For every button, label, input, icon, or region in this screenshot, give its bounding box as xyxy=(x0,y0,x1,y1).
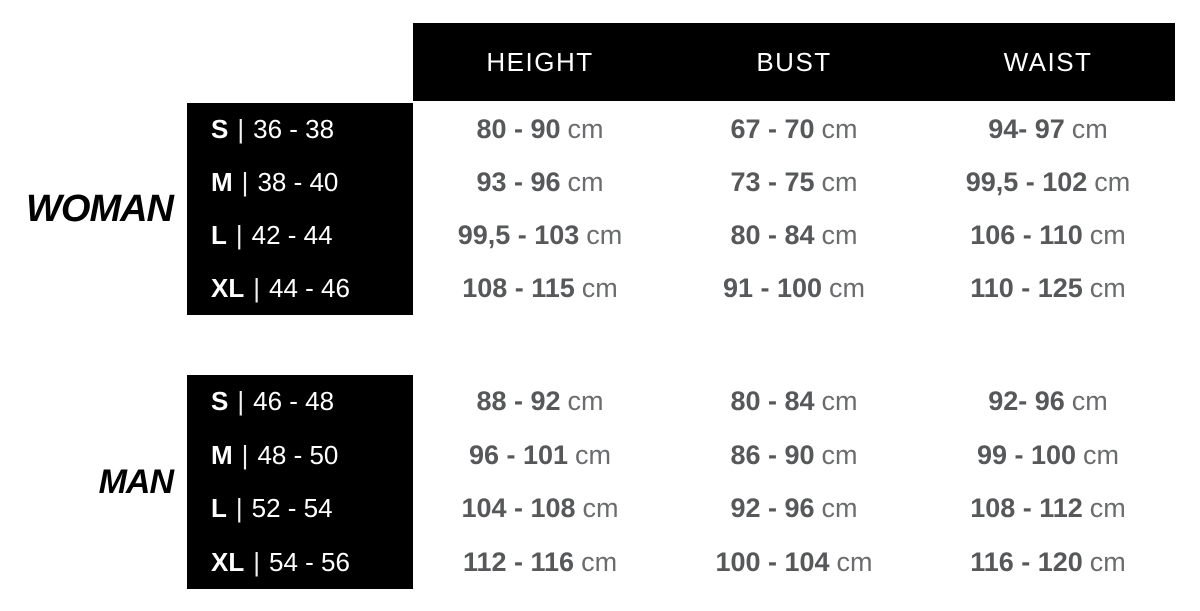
woman-m-height xyxy=(413,156,667,209)
eu-size-range: 46 - 48 xyxy=(253,386,335,417)
size-separator: | xyxy=(241,167,249,197)
unit-label: cm xyxy=(1094,167,1131,197)
unit-label: cm xyxy=(1083,439,1120,470)
size-separator: | xyxy=(237,114,245,144)
man-l-height xyxy=(413,482,667,536)
man-size-l xyxy=(187,482,413,536)
woman-xl-bust xyxy=(667,262,921,315)
woman-s-bust xyxy=(667,103,921,156)
woman-size-s xyxy=(187,103,413,156)
unit-label: cm xyxy=(575,439,612,470)
woman-m-waist xyxy=(921,156,1175,209)
woman-l-waist xyxy=(921,209,1175,262)
value-range: 94- 97 xyxy=(988,114,1065,144)
unit-label: cm xyxy=(821,493,858,524)
man-xl-waist xyxy=(921,536,1175,590)
unit-label: cm xyxy=(1089,546,1126,577)
man-m-height xyxy=(413,429,667,483)
size-separator: | xyxy=(241,439,249,470)
woman-xl-height xyxy=(413,262,667,315)
unit-label: cm xyxy=(567,386,604,417)
unit-label: cm xyxy=(821,220,858,250)
woman-s-height xyxy=(413,103,667,156)
value-range: 96 - 101 xyxy=(468,439,569,470)
unit-label: cm xyxy=(1089,220,1126,250)
size-letter: XL xyxy=(211,546,245,577)
unit-label: cm xyxy=(581,546,618,577)
size-letter: S xyxy=(211,386,229,417)
value-range: 106 - 110 xyxy=(970,220,1083,250)
woman-section xyxy=(0,103,1175,315)
woman-l-height xyxy=(413,209,667,262)
unit-label: cm xyxy=(581,273,618,303)
woman-m-bust xyxy=(667,156,921,209)
value-range: 99,5 - 102 xyxy=(965,167,1088,197)
man-xl-height xyxy=(413,536,667,590)
woman-l-bust xyxy=(667,209,921,262)
eu-size-range: 48 - 50 xyxy=(257,439,339,470)
woman-s-waist xyxy=(921,103,1175,156)
eu-size-range: 42 - 44 xyxy=(251,220,333,250)
man-xl-bust xyxy=(667,536,921,590)
value-range: 108 - 112 xyxy=(970,493,1083,524)
size-separator: | xyxy=(235,220,243,250)
man-size-m xyxy=(187,429,413,483)
unit-label: cm xyxy=(586,220,623,250)
size-separator: | xyxy=(253,273,260,303)
column-header-bar xyxy=(413,23,1175,101)
size-separator: | xyxy=(253,546,260,577)
column-header-height: HEIGHT xyxy=(486,46,594,77)
unit-label: cm xyxy=(821,167,858,197)
column-header-waist: WAIST xyxy=(1003,46,1093,77)
value-range: 104 - 108 xyxy=(461,493,576,524)
value-range: 116 - 120 xyxy=(970,546,1083,577)
value-range: 88 - 92 xyxy=(476,386,561,417)
man-m-waist xyxy=(921,429,1175,483)
unit-label: cm xyxy=(567,167,604,197)
size-separator: | xyxy=(235,493,243,524)
size-letter: L xyxy=(211,220,227,250)
man-s-height xyxy=(413,375,667,429)
unit-label: cm xyxy=(821,439,858,470)
size-letter: M xyxy=(211,439,233,470)
unit-label: cm xyxy=(1071,114,1108,144)
value-range: 73 - 75 xyxy=(730,167,815,197)
value-range: 92 - 96 xyxy=(730,493,815,524)
unit-label: cm xyxy=(567,114,604,144)
value-range: 80 - 90 xyxy=(476,114,561,144)
man-l-bust xyxy=(667,482,921,536)
column-header-bust: BUST xyxy=(756,46,832,77)
woman-size-xl xyxy=(187,262,413,315)
eu-size-range: 36 - 38 xyxy=(253,114,335,144)
value-range: 80 - 84 xyxy=(730,220,815,250)
woman-size-l xyxy=(187,209,413,262)
unit-label: cm xyxy=(1089,273,1126,303)
value-range: 110 - 125 xyxy=(970,273,1083,303)
eu-size-range: 38 - 40 xyxy=(257,167,339,197)
value-range: 99,5 - 103 xyxy=(457,220,580,250)
unit-label: cm xyxy=(829,273,866,303)
size-letter: XL xyxy=(211,273,245,303)
eu-size-range: 44 - 46 xyxy=(269,273,350,303)
eu-size-range: 54 - 56 xyxy=(269,546,350,577)
size-letter: M xyxy=(211,167,233,197)
value-range: 99 - 100 xyxy=(976,439,1077,470)
value-range: 80 - 84 xyxy=(730,386,815,417)
section-label-man: MAN xyxy=(98,462,173,501)
man-l-waist xyxy=(921,482,1175,536)
man-section xyxy=(0,375,1175,589)
value-range: 100 - 104 xyxy=(715,546,830,577)
unit-label: cm xyxy=(836,546,873,577)
man-m-bust xyxy=(667,429,921,483)
man-size-s xyxy=(187,375,413,429)
unit-label: cm xyxy=(582,493,619,524)
size-letter: L xyxy=(211,493,227,524)
eu-size-range: 52 - 54 xyxy=(251,493,333,524)
man-s-waist xyxy=(921,375,1175,429)
section-label-woman: WOMAN xyxy=(26,187,173,230)
unit-label: cm xyxy=(1089,493,1126,524)
value-range: 93 - 96 xyxy=(476,167,561,197)
man-size-xl xyxy=(187,536,413,590)
unit-label: cm xyxy=(821,386,858,417)
unit-label: cm xyxy=(1071,386,1108,417)
value-range: 112 - 116 xyxy=(462,546,575,577)
value-range: 91 - 100 xyxy=(722,273,823,303)
unit-label: cm xyxy=(821,114,858,144)
value-range: 67 - 70 xyxy=(730,114,815,144)
size-separator: | xyxy=(237,386,245,417)
value-range: 92- 96 xyxy=(988,386,1065,417)
man-s-bust xyxy=(667,375,921,429)
woman-xl-waist xyxy=(921,262,1175,315)
woman-size-m xyxy=(187,156,413,209)
value-range: 86 - 90 xyxy=(730,439,815,470)
size-letter: S xyxy=(211,114,229,144)
value-range: 108 - 115 xyxy=(462,273,575,303)
